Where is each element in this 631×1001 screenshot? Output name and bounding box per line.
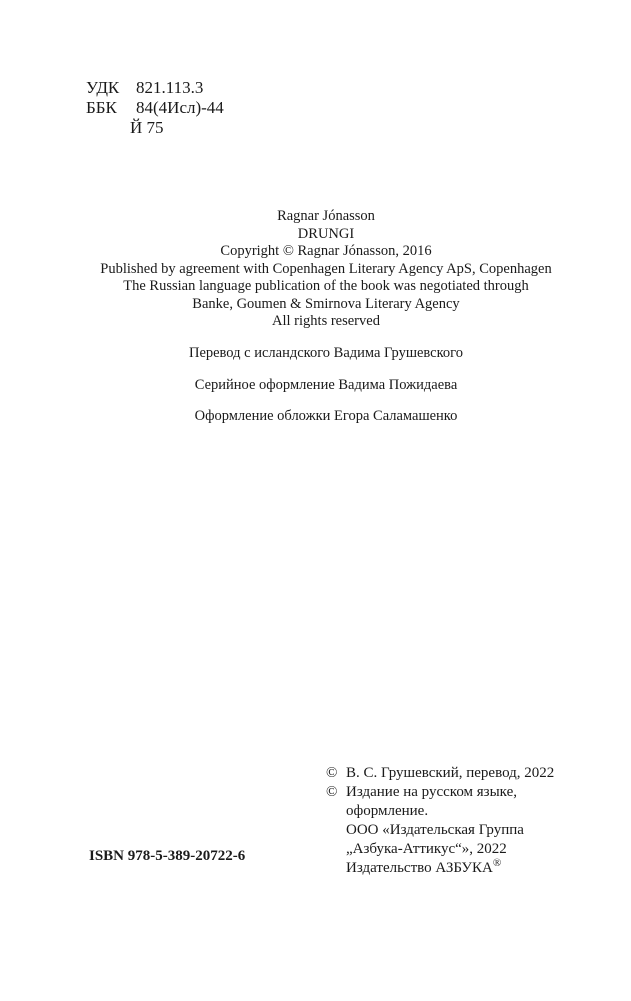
edition-row-3 <box>326 821 554 840</box>
publisher-name <box>346 859 501 878</box>
publication-agreement: Published by agreement with Copenhagen Literary Agency ApS, Copenhagen <box>100 260 552 277</box>
indent <box>326 840 346 859</box>
edition-row-5 <box>326 859 554 878</box>
translation-copyright-text: В. С. Грушевский, перевод, 2022 <box>346 765 555 781</box>
udk-value: 821.113.3 <box>136 78 204 97</box>
copyright-symbol: © <box>326 784 338 800</box>
isbn: ISBN 978-5-389-20722-6 <box>89 848 246 864</box>
series-design-credit: Серийное оформление Вадима Пожидаева <box>194 377 458 393</box>
cover-design-credit: Оформление обложки Егора Саламашенко <box>194 408 458 424</box>
translation-credit: Перевод с исландского Вадима Грушевского <box>188 345 464 361</box>
negotiation-note: The Russian language publication of the book was negotiated through <box>123 278 529 294</box>
bbk-row <box>86 98 224 118</box>
original-title: DRUNGI <box>297 225 355 242</box>
literary-agency: Banke, Goumen & Smirnova Literary Agency <box>192 295 460 312</box>
bbk-value: 84(4Исл)-44 <box>136 98 224 117</box>
edition-row-4 <box>326 840 554 859</box>
registered-mark: ® <box>492 857 502 869</box>
copyright-symbol: © <box>326 765 338 781</box>
original-credits <box>60 208 592 331</box>
publisher-name-text: Издательство АЗБУКА <box>346 860 493 876</box>
edition-row-2 <box>326 802 554 821</box>
edition-line-3: ООО «Издательская Группа <box>346 822 524 838</box>
rights-reserved: All rights reserved <box>272 313 380 329</box>
indent <box>326 859 346 878</box>
udk-label: УДК <box>86 78 120 97</box>
edition-line-4: „Азбука-Аттикус“», 2022 <box>346 841 507 857</box>
indent <box>326 802 346 821</box>
edition-line-2: оформление. <box>346 803 429 819</box>
translation-copyright <box>326 764 554 783</box>
copyright-block <box>326 764 554 878</box>
udk-row <box>86 78 224 98</box>
classification-block <box>86 78 224 138</box>
bbk-label: ББК <box>86 98 117 117</box>
edition-line-1: Издание на русском языке, <box>346 784 517 800</box>
edition-copyright <box>326 783 554 802</box>
indent <box>326 821 346 840</box>
author-mark: Й 75 <box>130 118 164 137</box>
original-copyright: Copyright © Ragnar Jónasson, 2016 <box>220 243 432 259</box>
original-author: Ragnar Jónasson <box>277 208 375 224</box>
